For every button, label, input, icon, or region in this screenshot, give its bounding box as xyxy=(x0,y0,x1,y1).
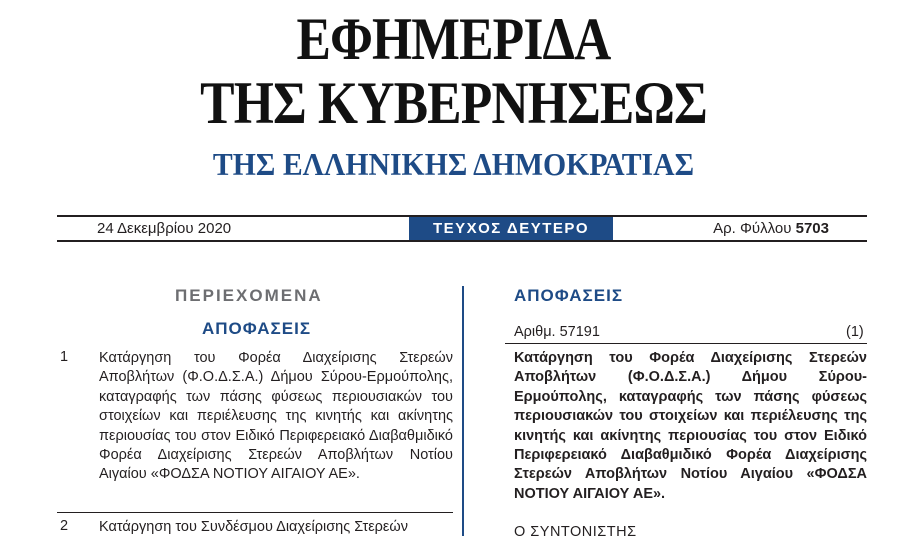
decision-rule xyxy=(505,343,867,344)
decision-index: (1) xyxy=(846,324,864,340)
masthead-title-line1: ΕΦΗΜΕΡΙΔΑ xyxy=(296,6,611,72)
issue-sheet-number xyxy=(713,220,829,237)
masthead-title-line2: ΤΗΣ ΚΥΒΕΡΝΗΣΕΩΣ xyxy=(200,70,707,136)
masthead-subtitle: ΤΗΣ ΕΛΛΗΝΙΚΗΣ ΔΗΜΟΚΡΑΤΙΑΣ xyxy=(212,146,695,182)
toc-item-text[interactable]: Κατάργηση του Φορέα Διαχείρισης Στερεών Αποβλήτων (Φ.Ο.Δ.Σ.Α.) Δήμου Σύρου-Ερμούπολης, καταγραφής των πάσης φύσεως περιουσιακών του στοιχείων και περιέλευσης της κινητής και ακίνητης περιουσίας του στον Ειδικό Περιφερειακό Διαβαθμιδικό Φορέα Διαχείρισης Στερεών Αποβλήτων Νοτίου Αιγαίου «ΦΟΔΣΑ ΝΟΤΙΟΥ ΑΙΓΑΙΟΥ ΑΕ». xyxy=(99,350,453,483)
decision-title: Κατάργηση του Φορέα Διαχείρισης Στερεών Αποβλήτων (Φ.Ο.Δ.Σ.Α.) Δήμου Σύρου-Ερμούπολης, καταγραφής των πάσης φύσεως περιουσιακών του στοιχείων και περιέλευσης της κινητής και ακίνητης περιουσίας του στον Ειδικό Περιφερειακό Διαβαθμιδικό Φορέα Διαχείρισης Στερεών Αποβλήτων Νοτίου Αιγαίου «ΦΟΔΣΑ ΝΟΤΙΟΥ ΑΙΓΑΙΟΥ ΑΕ». xyxy=(514,350,867,502)
sheet-label: Αρ. Φύλλου xyxy=(713,220,792,237)
issue-type-badge: ΤΕΥΧΟΣ ΔΕΥΤΕΡΟ xyxy=(409,217,613,240)
issue-date: 24 Δεκεμβρίου 2020 xyxy=(97,220,232,237)
decision-authority: Ο ΣΥΝΤΟΝΙΣΤΗΣ xyxy=(514,524,637,540)
issue-band xyxy=(57,217,867,240)
toc-item-text[interactable]: Κατάργηση του Συνδέσμου Διαχείρισης Στερεών xyxy=(99,519,408,535)
contents-section-heading: ΑΠΟΦΑΣΕΙΣ xyxy=(202,319,312,338)
toc-separator xyxy=(57,512,453,513)
sheet-number: 5703 xyxy=(795,220,829,237)
toc-item-number: 2 xyxy=(60,518,69,534)
issue-band-bottom-rule xyxy=(57,240,867,242)
decisions-section-heading: ΑΠΟΦΑΣΕΙΣ xyxy=(514,286,624,305)
column-divider xyxy=(462,286,464,536)
contents-title: ΠΕΡΙΕΧΟΜΕΝΑ xyxy=(175,286,323,305)
decision-number: Αριθμ. 57191 xyxy=(514,324,600,340)
toc-item-number: 1 xyxy=(60,349,69,365)
